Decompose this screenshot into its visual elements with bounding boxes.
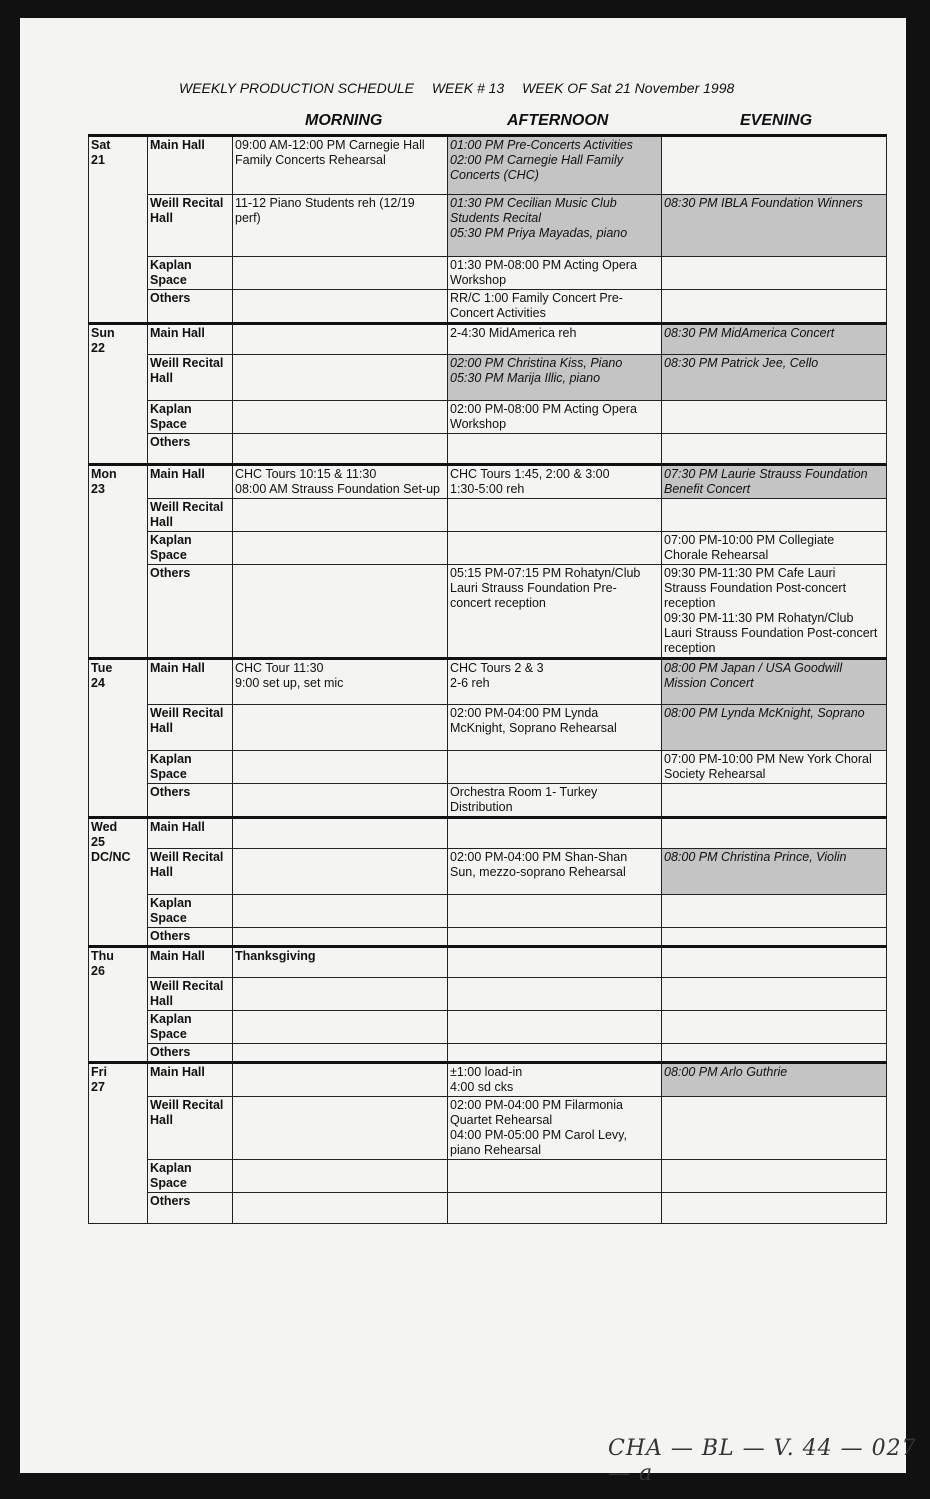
- morning-cell: [233, 401, 448, 434]
- column-header-morning: MORNING: [305, 112, 383, 129]
- morning-cell: [233, 136, 448, 195]
- cell-line: 27: [91, 1080, 105, 1094]
- cell-line: Sun: [91, 326, 115, 340]
- evening-cell: [662, 784, 887, 818]
- schedule-row: [89, 1193, 887, 1224]
- evening-cell: [662, 324, 887, 355]
- cell-line: 08:30 PM IBLA Foundation Winners: [664, 196, 863, 210]
- cell-line: Weill Recital: [150, 1098, 224, 1112]
- cell-line: Lauri Strauss Foundation Post-concert: [664, 626, 878, 640]
- cell-line: 08:00 PM Arlo Guthrie: [664, 1065, 788, 1079]
- cell-line: Hall: [150, 211, 173, 225]
- cell-line: Chorale Rehearsal: [664, 548, 769, 562]
- cell-line: Thu: [91, 949, 114, 963]
- cell-line: 24: [91, 676, 105, 690]
- schedule-row: [89, 532, 887, 565]
- evening-cell: [662, 849, 887, 895]
- cell-line: CHC Tours 1:45, 2:00 & 3:00: [450, 467, 610, 481]
- evening-cell: [662, 532, 887, 565]
- evening-cell: [662, 751, 887, 784]
- cell-line: 05:15 PM-07:15 PM Rohatyn/Club: [450, 566, 641, 580]
- cell-line: 4:00 sd cks: [450, 1080, 514, 1094]
- cell-line: Others: [150, 566, 191, 580]
- venue-cell: [148, 895, 233, 928]
- cell-line: Workshop: [450, 273, 507, 287]
- venue-cell: [148, 565, 233, 659]
- morning-cell: [233, 1011, 448, 1044]
- cell-line: Main Hall: [150, 661, 205, 675]
- afternoon-cell: [448, 565, 662, 659]
- morning-cell: [233, 784, 448, 818]
- afternoon-cell: [448, 1193, 662, 1224]
- cell-line: Others: [150, 1194, 191, 1208]
- cell-line: Space: [150, 548, 187, 562]
- venue-cell: [148, 784, 233, 818]
- cell-line: Hall: [150, 721, 173, 735]
- venue-cell: [148, 705, 233, 751]
- cell-line: Students Recital: [450, 211, 542, 225]
- cell-line: Thanksgiving: [235, 949, 316, 963]
- schedule-row: [89, 290, 887, 324]
- cell-line: Others: [150, 435, 191, 449]
- cell-line: Weill Recital: [150, 196, 224, 210]
- afternoon-cell: [448, 532, 662, 565]
- cell-line: Others: [150, 1045, 191, 1059]
- cell-line: Concert Activities: [450, 306, 546, 320]
- afternoon-cell: [448, 136, 662, 195]
- venue-cell: [148, 532, 233, 565]
- cell-line: Space: [150, 417, 187, 431]
- venue-cell: [148, 1193, 233, 1224]
- cell-line: Space: [150, 911, 187, 925]
- cell-line: piano Rehearsal: [450, 1143, 542, 1157]
- afternoon-cell: [448, 355, 662, 401]
- morning-cell: [233, 1193, 448, 1224]
- cell-line: DC/NC: [91, 850, 131, 864]
- evening-cell: [662, 136, 887, 195]
- schedule-row: [89, 818, 887, 849]
- cell-line: Main Hall: [150, 1065, 205, 1079]
- venue-cell: [148, 465, 233, 499]
- evening-cell: [662, 1044, 887, 1063]
- morning-cell: [233, 324, 448, 355]
- venue-cell: [148, 1097, 233, 1160]
- venue-cell: [148, 499, 233, 532]
- cell-line: Weill Recital: [150, 500, 224, 514]
- cell-line: Hall: [150, 994, 173, 1008]
- cell-line: Space: [150, 1176, 187, 1190]
- cell-line: 2-4:30 MidAmerica reh: [450, 326, 577, 340]
- cell-line: concert reception: [450, 596, 546, 610]
- cell-line: 02:00 PM-04:00 PM Shan-Shan: [450, 850, 628, 864]
- morning-cell: [233, 532, 448, 565]
- schedule-row: [89, 136, 887, 195]
- cell-line: 02:00 PM-04:00 PM Lynda: [450, 706, 599, 720]
- cell-line: Main Hall: [150, 467, 205, 481]
- day-cell: [89, 324, 148, 465]
- afternoon-cell: [448, 257, 662, 290]
- schedule-row: [89, 401, 887, 434]
- cell-line: reception: [664, 641, 716, 655]
- evening-cell: [662, 565, 887, 659]
- cell-line: Kaplan: [150, 752, 192, 766]
- venue-cell: [148, 195, 233, 257]
- cell-line: Fri: [91, 1065, 107, 1079]
- venue-cell: [148, 1063, 233, 1097]
- cell-line: Hall: [150, 371, 173, 385]
- venue-cell: [148, 818, 233, 849]
- cell-line: Benefit Concert: [664, 482, 751, 496]
- afternoon-cell: [448, 401, 662, 434]
- venue-cell: [148, 947, 233, 978]
- evening-cell: [662, 928, 887, 947]
- cell-line: Kaplan: [150, 1012, 192, 1026]
- cell-line: Kaplan: [150, 1161, 192, 1175]
- evening-cell: [662, 195, 887, 257]
- afternoon-cell: [448, 1097, 662, 1160]
- document-header: [179, 80, 748, 96]
- archive-mark: CHA — BL — V. 44 — 027 — a: [608, 1436, 917, 1486]
- schedule-row: [89, 1097, 887, 1160]
- cell-line: Kaplan: [150, 402, 192, 416]
- afternoon-cell: [448, 499, 662, 532]
- cell-line: Society Rehearsal: [664, 767, 766, 781]
- cell-line: McKnight, Soprano Rehearsal: [450, 721, 617, 735]
- evening-cell: [662, 1097, 887, 1160]
- afternoon-cell: [448, 1044, 662, 1063]
- column-header-evening: EVENING: [740, 112, 813, 129]
- venue-cell: [148, 659, 233, 705]
- cell-line: Mon: [91, 467, 117, 481]
- afternoon-cell: [448, 324, 662, 355]
- cell-line: 08:00 PM Japan / USA Goodwill: [664, 661, 843, 675]
- day-cell: [89, 818, 148, 947]
- afternoon-cell: [448, 465, 662, 499]
- afternoon-cell: [448, 195, 662, 257]
- schedule-row: [89, 1160, 887, 1193]
- day-cell: [89, 947, 148, 1063]
- cell-line: Family Concerts Rehearsal: [235, 153, 386, 167]
- schedule-row: [89, 947, 887, 978]
- evening-cell: [662, 1011, 887, 1044]
- afternoon-cell: [448, 1011, 662, 1044]
- afternoon-cell: [448, 705, 662, 751]
- venue-cell: [148, 978, 233, 1011]
- venue-cell: [148, 434, 233, 465]
- morning-cell: [233, 290, 448, 324]
- morning-cell: [233, 465, 448, 499]
- morning-cell: [233, 849, 448, 895]
- cell-line: 02:00 PM-08:00 PM Acting Opera: [450, 402, 637, 416]
- cell-line: 08:00 PM Lynda McKnight, Soprano: [664, 706, 865, 720]
- evening-cell: [662, 818, 887, 849]
- day-cell: [89, 1063, 148, 1224]
- cell-line: Tue: [91, 661, 113, 675]
- schedule-row: [89, 659, 887, 705]
- evening-cell: [662, 947, 887, 978]
- morning-cell: [233, 751, 448, 784]
- venue-cell: [148, 751, 233, 784]
- cell-line: Space: [150, 273, 187, 287]
- morning-cell: [233, 705, 448, 751]
- afternoon-cell: [448, 928, 662, 947]
- afternoon-cell: [448, 751, 662, 784]
- cell-line: Hall: [150, 865, 173, 879]
- afternoon-cell: [448, 1063, 662, 1097]
- schedule-row: [89, 465, 887, 499]
- schedule-row: [89, 1063, 887, 1097]
- evening-cell: [662, 1160, 887, 1193]
- morning-cell: [233, 978, 448, 1011]
- day-cell: [89, 465, 148, 659]
- day-cell: [89, 659, 148, 818]
- evening-cell: [662, 290, 887, 324]
- column-header-afternoon: AFTERNOON: [507, 112, 609, 129]
- schedule-row: [89, 355, 887, 401]
- schedule-row: [89, 895, 887, 928]
- cell-line: Others: [150, 291, 191, 305]
- cell-line: 05:30 PM Marija Illic, piano: [450, 371, 601, 385]
- afternoon-cell: [448, 895, 662, 928]
- cell-line: Others: [150, 785, 191, 799]
- cell-line: 01:30 PM Cecilian Music Club: [450, 196, 617, 210]
- morning-cell: [233, 659, 448, 705]
- schedule-row: [89, 565, 887, 659]
- cell-line: CHC Tours 2 & 3: [450, 661, 544, 675]
- cell-line: 26: [91, 964, 105, 978]
- evening-cell: [662, 355, 887, 401]
- cell-line: Strauss Foundation Post-concert: [664, 581, 847, 595]
- venue-cell: [148, 1160, 233, 1193]
- cell-line: 07:00 PM-10:00 PM Collegiate: [664, 533, 835, 547]
- cell-line: ±1:00 load-in: [450, 1065, 523, 1079]
- cell-line: 07:30 PM Laurie Strauss Foundation: [664, 467, 868, 481]
- cell-line: Quartet Rehearsal: [450, 1113, 553, 1127]
- cell-line: 08:00 PM Christina Prince, Violin: [664, 850, 847, 864]
- venue-cell: [148, 290, 233, 324]
- evening-cell: [662, 978, 887, 1011]
- morning-cell: [233, 355, 448, 401]
- schedule-row: [89, 499, 887, 532]
- cell-line: 08:30 PM Patrick Jee, Cello: [664, 356, 819, 370]
- cell-line: Weill Recital: [150, 356, 224, 370]
- cell-line: Weill Recital: [150, 706, 224, 720]
- cell-line: 11-12 Piano Students reh (12/19: [235, 196, 415, 210]
- schedule-row: [89, 1044, 887, 1063]
- afternoon-cell: [448, 818, 662, 849]
- cell-line: Hall: [150, 515, 173, 529]
- schedule-row: [89, 705, 887, 751]
- morning-cell: [233, 257, 448, 290]
- morning-cell: [233, 947, 448, 978]
- schedule-row: [89, 784, 887, 818]
- cell-line: 08:00 AM Strauss Foundation Set-up: [235, 482, 440, 496]
- cell-line: 09:00 AM-12:00 PM Carnegie Hall: [235, 138, 425, 152]
- afternoon-cell: [448, 978, 662, 1011]
- venue-cell: [148, 1011, 233, 1044]
- venue-cell: [148, 355, 233, 401]
- cell-line: perf): [235, 211, 261, 225]
- cell-line: 09:30 PM-11:30 PM Rohatyn/Club: [664, 611, 854, 625]
- morning-cell: [233, 1044, 448, 1063]
- cell-line: Sat: [91, 138, 111, 152]
- morning-cell: [233, 895, 448, 928]
- cell-line: Hall: [150, 1113, 173, 1127]
- schedule-row: [89, 257, 887, 290]
- cell-line: Mission Concert: [664, 676, 754, 690]
- schedule-row: [89, 1011, 887, 1044]
- morning-cell: [233, 434, 448, 465]
- cell-line: Orchestra Room 1- Turkey: [450, 785, 598, 799]
- evening-cell: [662, 257, 887, 290]
- cell-line: Main Hall: [150, 820, 205, 834]
- morning-cell: [233, 195, 448, 257]
- cell-line: 2-6 reh: [450, 676, 490, 690]
- evening-cell: [662, 465, 887, 499]
- cell-line: 22: [91, 341, 105, 355]
- cell-line: 04:00 PM-05:00 PM Carol Levy,: [450, 1128, 627, 1142]
- cell-line: 25: [91, 835, 105, 849]
- cell-line: 02:00 PM-04:00 PM Filarmonia: [450, 1098, 623, 1112]
- cell-line: CHC Tours 10:15 & 11:30: [235, 467, 377, 481]
- cell-line: Distribution: [450, 800, 513, 814]
- cell-line: Weill Recital: [150, 850, 224, 864]
- evening-cell: [662, 1193, 887, 1224]
- schedule-title: WEEKLY PRODUCTION SCHEDULE: [179, 80, 414, 96]
- cell-line: Wed: [91, 820, 118, 834]
- cell-line: RR/C 1:00 Family Concert Pre-: [450, 291, 623, 305]
- schedule-row: [89, 849, 887, 895]
- venue-cell: [148, 257, 233, 290]
- venue-cell: [148, 928, 233, 947]
- cell-line: 01:30 PM-08:00 PM Acting Opera: [450, 258, 637, 272]
- morning-cell: [233, 1097, 448, 1160]
- evening-cell: [662, 1063, 887, 1097]
- evening-cell: [662, 895, 887, 928]
- venue-cell: [148, 324, 233, 355]
- cell-line: Sun, mezzo-soprano Rehearsal: [450, 865, 626, 879]
- cell-line: 08:30 PM MidAmerica Concert: [664, 326, 835, 340]
- cell-line: 01:00 PM Pre-Concerts Activities: [450, 138, 633, 152]
- cell-line: CHC Tour 11:30: [235, 661, 324, 675]
- afternoon-cell: [448, 947, 662, 978]
- cell-line: Kaplan: [150, 258, 192, 272]
- evening-cell: [662, 705, 887, 751]
- cell-line: 23: [91, 482, 105, 496]
- cell-line: 9:00 set up, set mic: [235, 676, 344, 690]
- venue-cell: [148, 401, 233, 434]
- week-number: WEEK # 13: [431, 80, 505, 96]
- cell-line: reception: [664, 596, 716, 610]
- cell-line: Workshop: [450, 417, 507, 431]
- morning-cell: [233, 818, 448, 849]
- morning-cell: [233, 499, 448, 532]
- cell-line: 21: [91, 153, 105, 167]
- morning-cell: [233, 928, 448, 947]
- morning-cell: [233, 565, 448, 659]
- morning-cell: [233, 1063, 448, 1097]
- venue-cell: [148, 1044, 233, 1063]
- schedule-row: [89, 324, 887, 355]
- cell-line: 07:00 PM-10:00 PM New York Choral: [664, 752, 872, 766]
- morning-cell: [233, 1160, 448, 1193]
- cell-line: Main Hall: [150, 326, 205, 340]
- evening-cell: [662, 401, 887, 434]
- afternoon-cell: [448, 659, 662, 705]
- schedule-table: [88, 134, 887, 1224]
- schedule-row: [89, 978, 887, 1011]
- schedule-row: [89, 928, 887, 947]
- cell-line: Main Hall: [150, 138, 205, 152]
- venue-cell: [148, 849, 233, 895]
- afternoon-cell: [448, 784, 662, 818]
- cell-line: 1:30-5:00 reh: [450, 482, 525, 496]
- day-cell: [89, 136, 148, 324]
- evening-cell: [662, 659, 887, 705]
- cell-line: 02:00 PM Carnegie Hall Family: [450, 153, 623, 167]
- cell-line: Lauri Strauss Foundation Pre-: [450, 581, 617, 595]
- week-of: WEEK OF Sat 21 November 1998: [522, 80, 735, 96]
- cell-line: Concerts (CHC): [450, 168, 539, 182]
- schedule-row: [89, 434, 887, 465]
- afternoon-cell: [448, 290, 662, 324]
- afternoon-cell: [448, 1160, 662, 1193]
- cell-line: 02:00 PM Christina Kiss, Piano: [450, 356, 623, 370]
- cell-line: Space: [150, 767, 187, 781]
- cell-line: Main Hall: [150, 949, 205, 963]
- cell-line: Others: [150, 929, 191, 943]
- afternoon-cell: [448, 849, 662, 895]
- cell-line: 09:30 PM-11:30 PM Cafe Lauri: [664, 566, 836, 580]
- venue-cell: [148, 136, 233, 195]
- evening-cell: [662, 499, 887, 532]
- cell-line: Kaplan: [150, 896, 192, 910]
- cell-line: 05:30 PM Priya Mayadas, piano: [450, 226, 628, 240]
- schedule-row: [89, 751, 887, 784]
- afternoon-cell: [448, 434, 662, 465]
- evening-cell: [662, 434, 887, 465]
- schedule-row: [89, 195, 887, 257]
- cell-line: Space: [150, 1027, 187, 1041]
- cell-line: Weill Recital: [150, 979, 224, 993]
- cell-line: Kaplan: [150, 533, 192, 547]
